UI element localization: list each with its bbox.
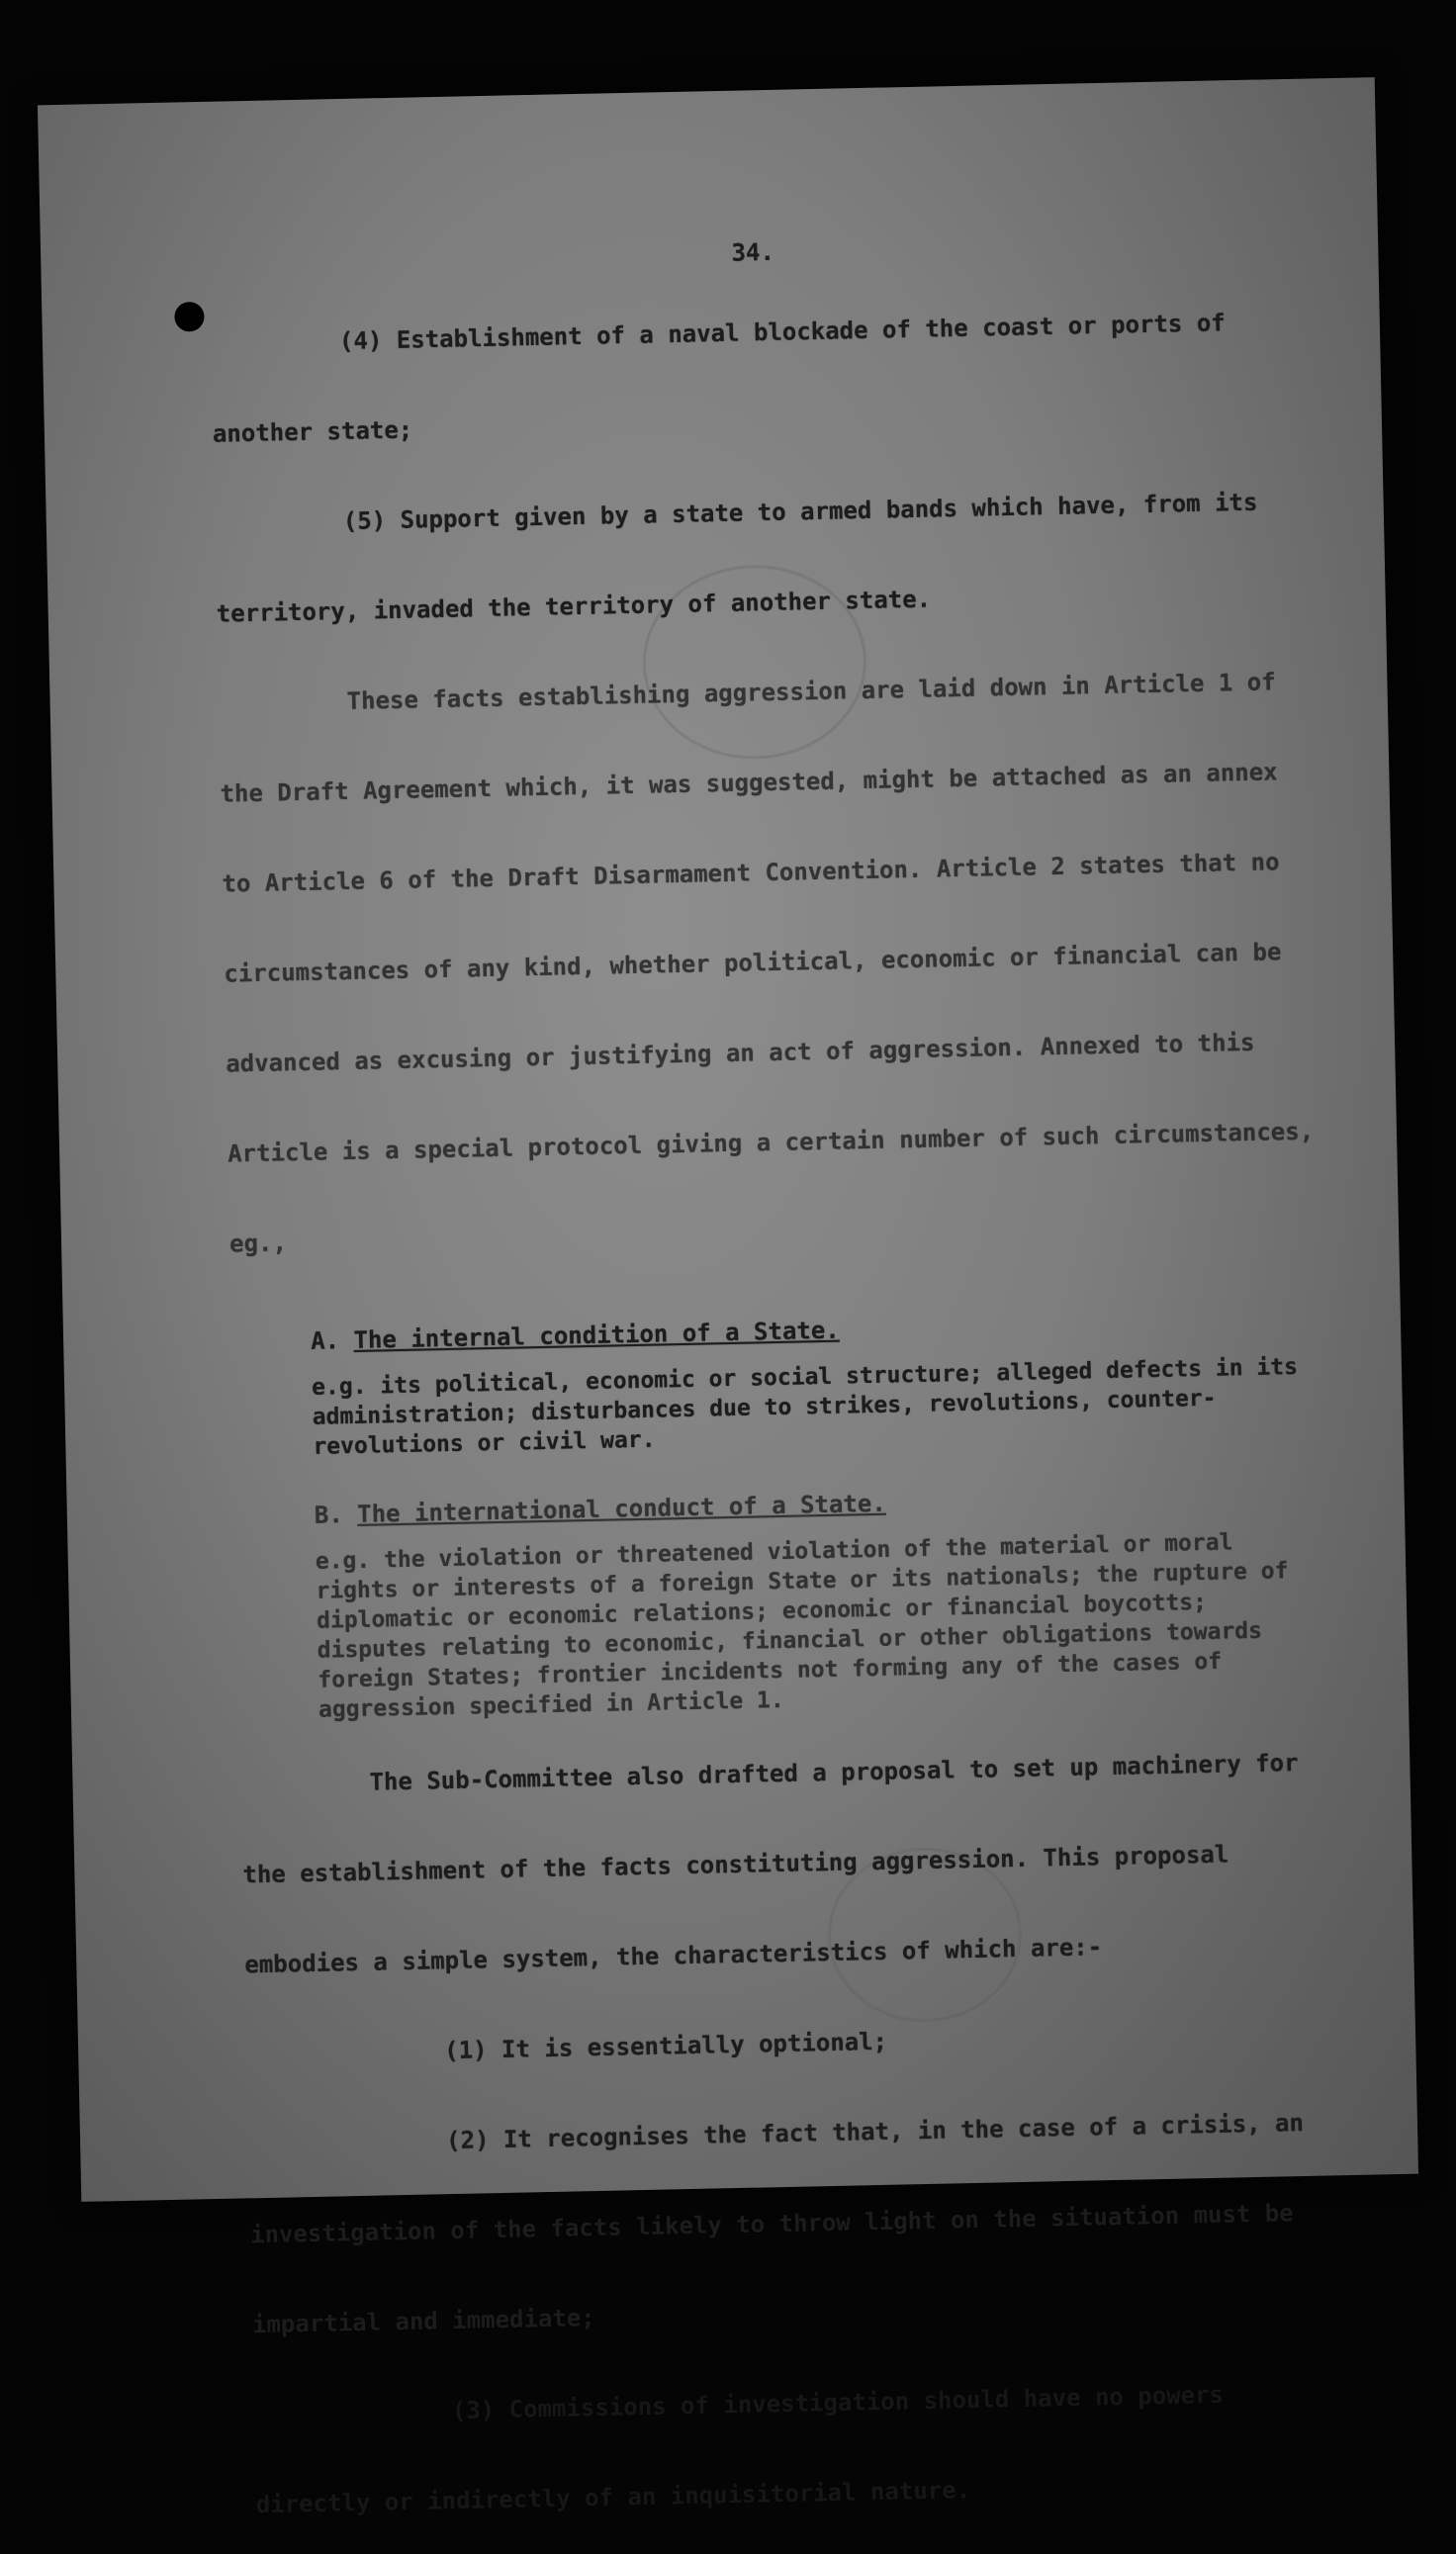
document-page — [38, 77, 1418, 2519]
punch-hole — [174, 302, 205, 332]
section-body-b: e.g. the violation or threatened violation of the material or moral rights or interests of a foreign State or its nationals; the rupture of diplomatic or economic relations; economic or financial boycotts; disputes relating to economic, financial or other obligations towards foreign States; frontier incidents not forming any of the cases of aggression specified in Article 1. — [315, 1529, 1289, 1723]
list-item-2: (2) It recognises the fact that, in the case of a crisis, an investigation of the facts likely to throw light on the situation must be impartial and immediate; — [249, 2108, 1319, 2339]
paragraph-sub-committee: The Sub-Committee also drafted a proposal to set up machinery for the establishment of the facts constituting aggression. This proposal embodies a simple system, the characteristics of which are:- — [242, 1748, 1314, 1979]
section-letter-b: B. — [314, 1501, 344, 1529]
section-title-a: The internal condition of a State. — [353, 1316, 840, 1354]
list-item-3: (3) Commissions of investigation should have no powers directly or indirectly of an inquisitorial nature. — [255, 2380, 1238, 2519]
paragraph-facts-establishing-aggression: These facts establishing aggression are laid down in Article 1 of the Draft Agreement which, it was suggested, might be attached as an annex to Article 6 of the Draft Disarmament Convention. Article 2 states that no circumstances of any kind, whether political, economic or financial can be advanced as excusing or justifying an act of aggression. Annexed to this Article is a special protocol giving a certain number of such circumstances, eg., — [220, 668, 1328, 1258]
section-heading-b — [314, 1474, 1323, 1534]
list-item-1: (1) It is essentially optional; — [443, 2027, 888, 2065]
document-body — [209, 228, 1344, 2551]
page-number: 34. — [731, 237, 775, 267]
section-body-a: e.g. its political, economic or social structure; alleged defects in its administration; disturbances due to strikes, revolutions, counter-revolutions or civil war. — [311, 1353, 1299, 1460]
section-letter-a: A. — [310, 1326, 340, 1355]
paragraph-armed-bands: (5) Support given by a state to armed bands which have, from its territory, invaded the territory of another state. — [216, 488, 1273, 628]
section-title-b: The international conduct of a State. — [356, 1489, 887, 1528]
paragraph-naval-blockade: (4) Establishment of a naval blockade of the coast or ports of another state; — [212, 308, 1240, 448]
section-heading-a — [311, 1301, 1320, 1361]
